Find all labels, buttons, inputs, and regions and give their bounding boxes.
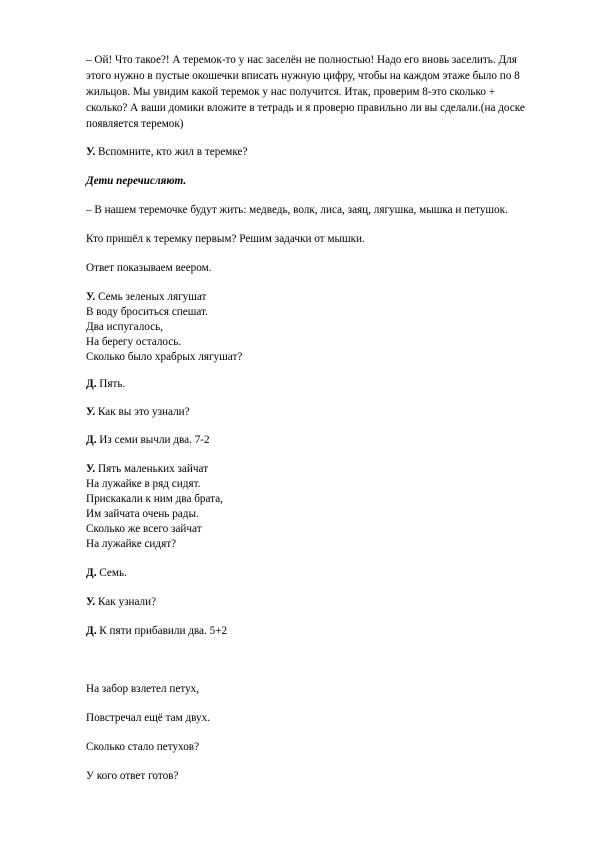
child-answer: [86, 377, 125, 391]
poem-line: Два испугалось,: [86, 321, 164, 333]
answer-text: Семь.: [96, 567, 127, 579]
speaker-label: У.: [86, 596, 96, 608]
intro-line: сколько? А ваши домики вложите в тетрадь и я проверю правильно ли вы сделали.(на доске: [86, 102, 525, 114]
poem-line: Сколько стало петухов?: [86, 741, 200, 753]
speaker-label: Д.: [86, 434, 97, 446]
poem-line: Семь зеленых лягушат: [95, 291, 207, 303]
poem-line: В воду броситься спешат.: [86, 306, 208, 318]
question-text: Вспомните, кто жил в теремке?: [95, 146, 248, 158]
poem-line: Им зайчата очень рады.: [86, 508, 199, 520]
speaker-label: Д.: [86, 378, 97, 390]
speaker-label: У.: [86, 146, 96, 158]
poem-line: На лужайке сидят?: [86, 538, 177, 550]
child-answer: [86, 624, 227, 638]
teacher-question: [86, 145, 247, 159]
poem-line: Сколько же всего зайчат: [86, 523, 202, 535]
question-text: Как узнали?: [95, 596, 157, 608]
speaker-label: У.: [86, 463, 96, 475]
intro-line: жильцов. Мы увидим какой теремок у нас получится. Итак, проверим 8-это сколько +: [86, 86, 496, 98]
teacher-question: [86, 405, 190, 419]
speaker-label: У.: [86, 406, 96, 418]
poem-line: У кого ответ готов?: [86, 770, 179, 782]
speaker-label: У.: [86, 291, 96, 303]
answer-text: Пять.: [96, 378, 126, 390]
poem-line: На лужайке в ряд сидят.: [86, 478, 201, 490]
residents-line: – В нашем теремочке будут жить: медведь, волк, лиса, заяц, лягушка, мышка и петушок.: [86, 204, 508, 216]
fan-line: Ответ показываем веером.: [86, 262, 212, 274]
children-remark: Дети перечисляют.: [86, 175, 187, 187]
child-answer: [86, 566, 127, 580]
intro-line: этого нужно в пустые окошечки вписать нужную цифру, чтобы на каждом этаже было по 8: [86, 70, 520, 82]
poem-line: Повстречал ещё там двух.: [86, 712, 211, 724]
poem-line: Прискакали к ним два брата,: [86, 493, 223, 505]
intro-line: – Ой! Что такое?! А теремок-то у нас заселён не полностью! Надо его вновь заселить. Для: [86, 54, 517, 66]
question-text: Как вы это узнали?: [95, 406, 190, 418]
poem-line: Сколько было храбрых лягушат?: [86, 351, 243, 363]
poem1-first: [86, 290, 206, 304]
poem-line: На забор взлетел петух,: [86, 683, 200, 695]
child-answer: [86, 433, 210, 447]
answer-text: Из семи вычли два. 7-2: [96, 434, 210, 446]
answer-text: К пяти прибавили два. 5+2: [96, 625, 228, 637]
teacher-question: [86, 595, 156, 609]
speaker-label: Д.: [86, 567, 97, 579]
poem-line: На берегу осталось.: [86, 336, 182, 348]
poem2-first: [86, 462, 208, 476]
poem-line: Пять маленьких зайчат: [95, 463, 209, 475]
first-came-line: Кто пришёл к теремку первым? Решим задачки от мышки.: [86, 233, 365, 245]
intro-line: появляется теремок): [86, 118, 184, 130]
speaker-label: Д.: [86, 625, 97, 637]
